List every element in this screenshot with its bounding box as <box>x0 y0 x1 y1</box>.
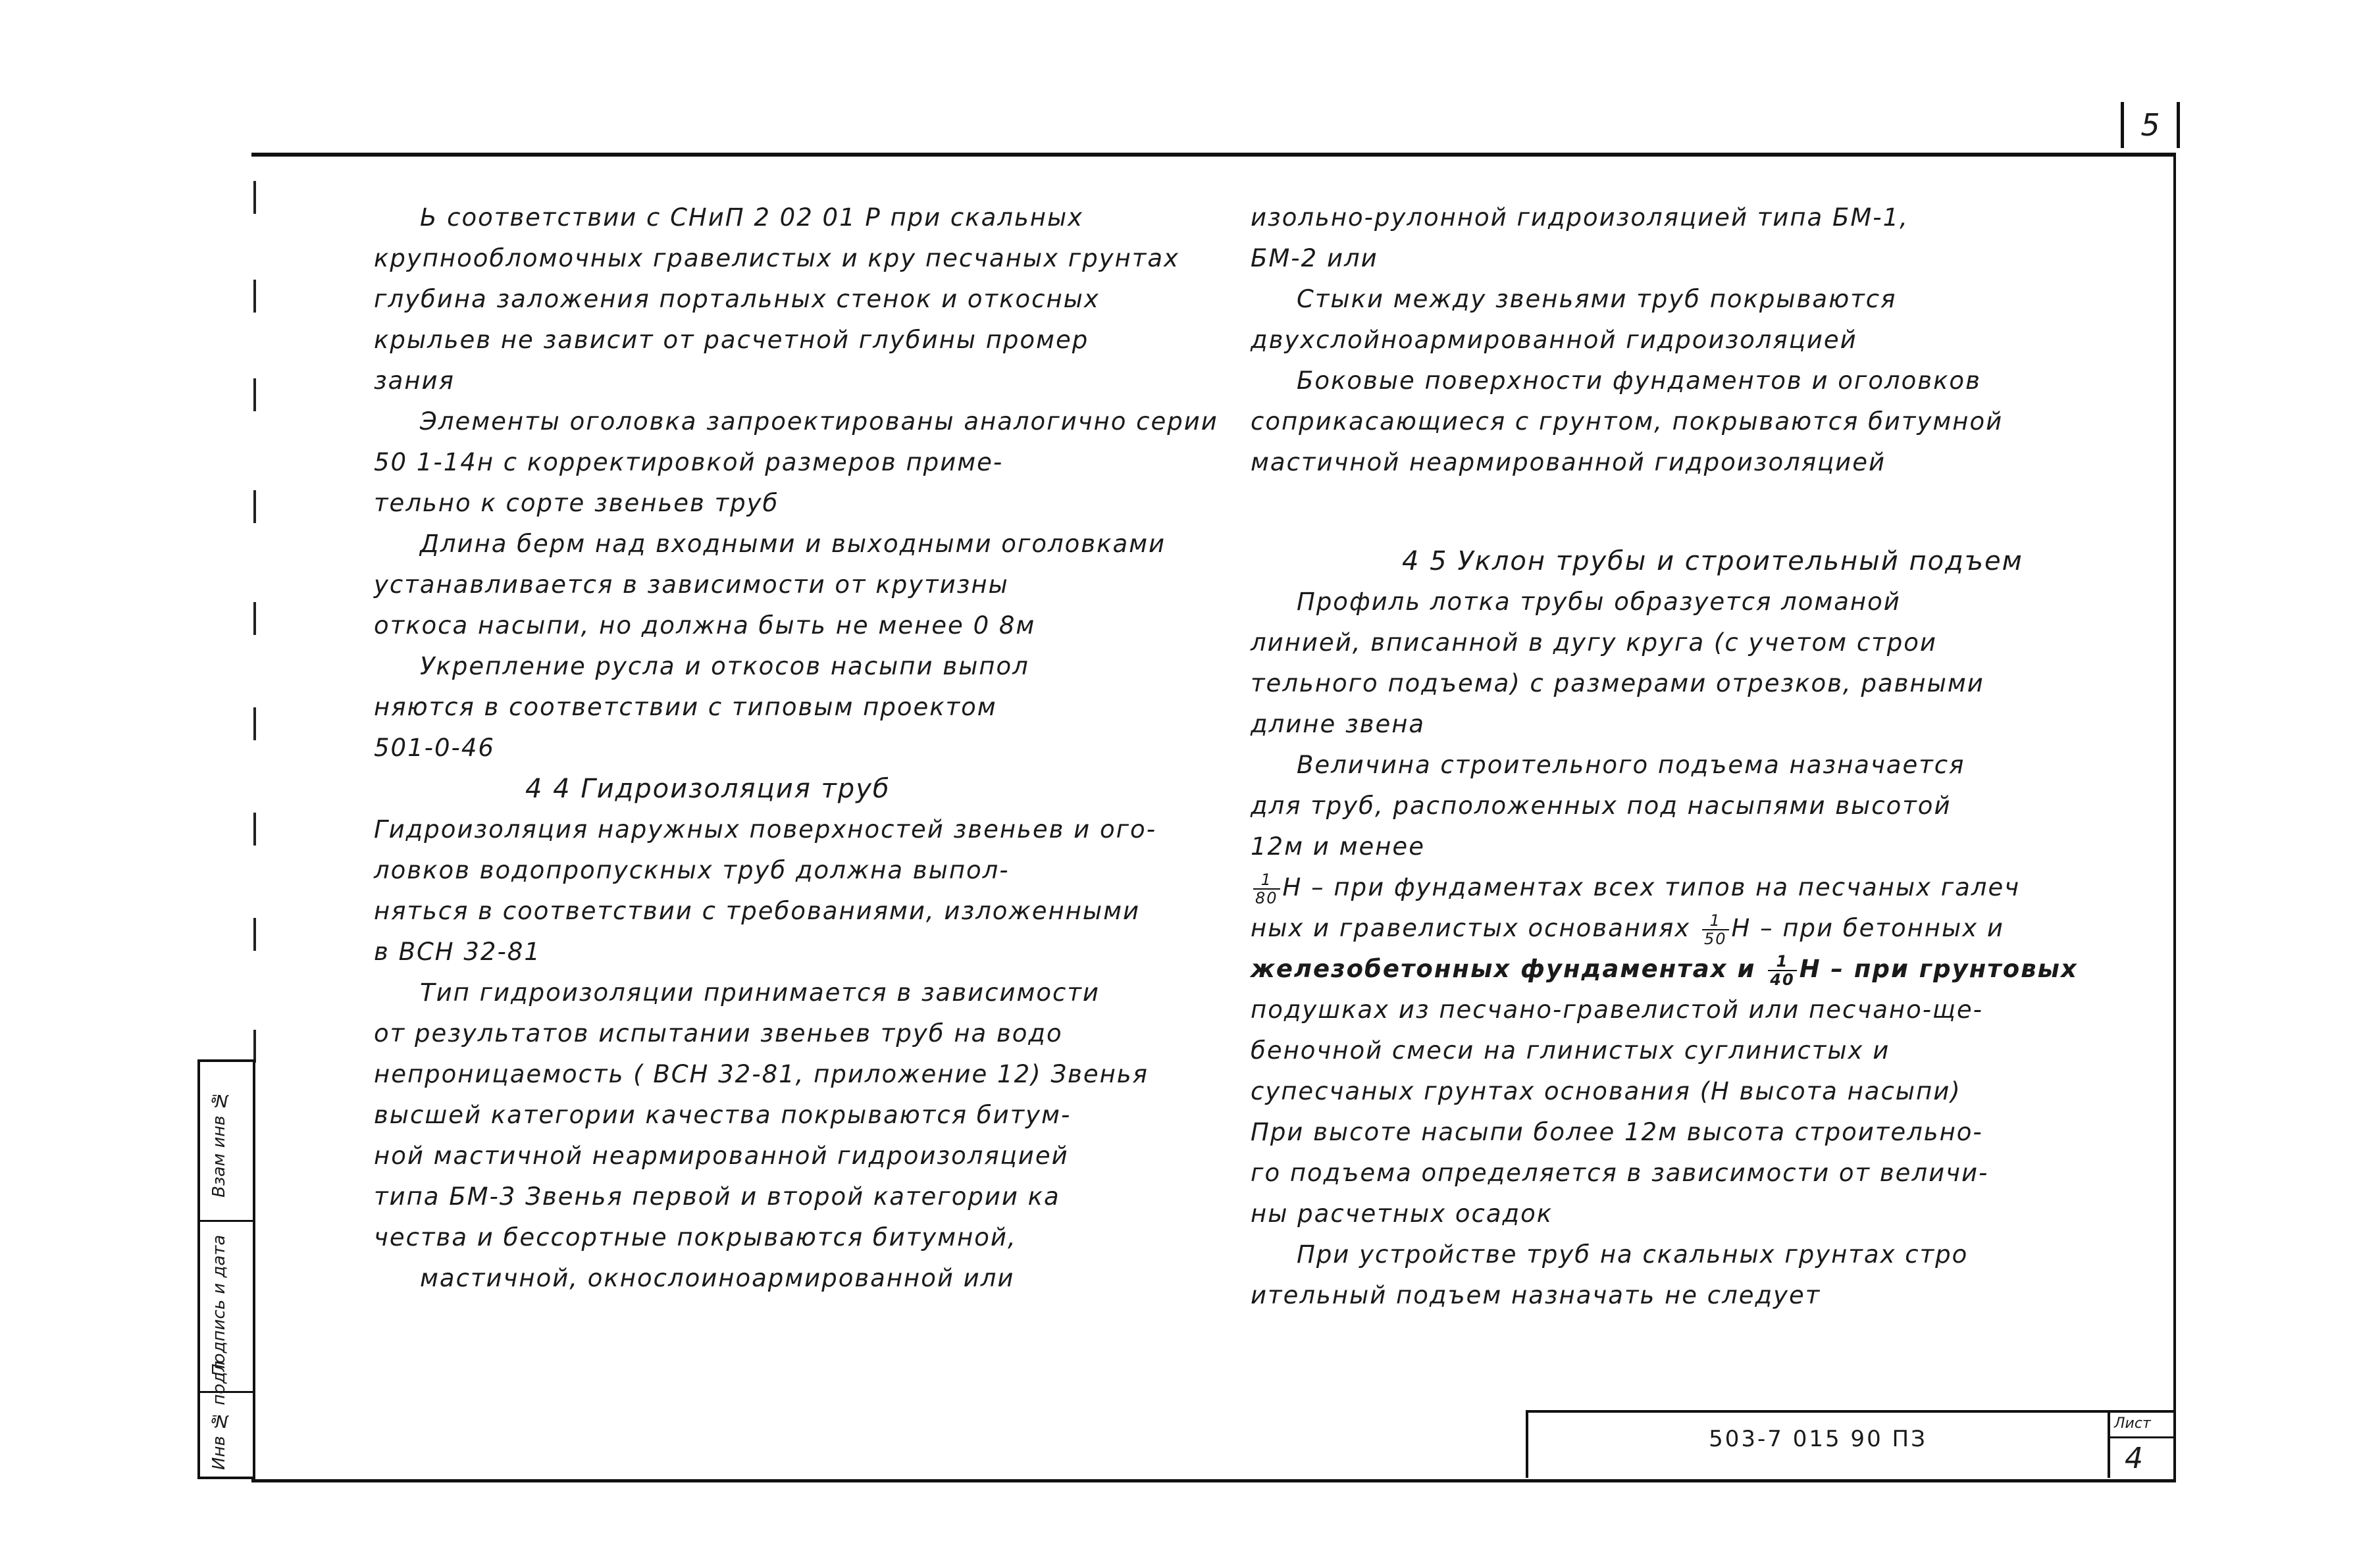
text-line: При высоте насыпи более 12м высота строительно- <box>1251 1118 1983 1146</box>
text-line: для труб, расположенных под насыпями высотой <box>1251 792 1952 820</box>
text-line: Стыки между звеньями труб покрываются <box>1297 285 1897 313</box>
text-line: крупнообломочных гравелистых и кру песчаных грунтах <box>374 244 1179 272</box>
text-line: Боковые поверхности фундаментов и оголовков <box>1297 367 1981 395</box>
text-line: Ь соответствии с СНиП 2 02 01 Р при скальных <box>420 203 1084 232</box>
text-line: длине звена <box>1251 710 1426 738</box>
formula-line-1: $\frac{1}{80}$ Н – при фундаментах всех типов на песчаных галеч <box>1251 867 2060 908</box>
text-line: Элементы оголовка запроектированы аналогично серии <box>420 407 1218 436</box>
formula-line-3: железобетонных фундаментах и $\frac{1}{40}$ Н – при грунтовых <box>1251 951 2078 989</box>
text-line: ны расчетных осадок <box>1251 1200 1553 1228</box>
sheet-page-number: 4 <box>2125 1442 2143 1475</box>
text-line: ной мастичной неармированной гидроизоляцией <box>374 1142 1069 1170</box>
text-line: линией, вписанной в дугу круга (с учетом строи <box>1251 628 1937 657</box>
text-line: ительный подъем назначать не следует <box>1251 1281 1821 1309</box>
text-line: Величина строительного подъема назначается <box>1297 751 1965 779</box>
formula-line-2: ных и гравелистых основаниях $\frac{1}{50}$ Н – при бетонных и <box>1251 911 2004 948</box>
fraction-1-80: $\frac{1}{80}$ <box>1253 871 1280 907</box>
text-line: мастичной, окнослоиноармированной или <box>420 1264 1015 1292</box>
text-line: Длина берм над входными и выходными оголовками <box>420 530 1166 558</box>
text-line: 4 4 Гидроизоляция труб <box>525 774 891 804</box>
text-line: чества и бессортные покрываются битумной, <box>374 1223 1017 1252</box>
text-line: устанавливается в зависимости от крутизны <box>374 570 1009 599</box>
text-line: подушках из песчано-гравелистой или песчано-ще- <box>1251 996 1984 1024</box>
text-line: беночной смеси на глинистых суглинистых и <box>1251 1036 1890 1065</box>
text-line: глубина заложения портальных стенок и откосных <box>374 285 1100 313</box>
text-line: крыльев не зависит от расчетной глубины промер <box>374 326 1089 354</box>
text-line: изольно-рулонной гидроизоляцией типа БМ-1, <box>1251 203 1909 232</box>
text-line: тельно к сорте звеньев труб <box>374 489 779 517</box>
text-line: При устройстве труб на скальных грунтах стро <box>1297 1240 1969 1269</box>
text-line: тельного подъема) с размерами отрезков, равными <box>1251 669 1984 697</box>
text-line: откоса насыпи, но должна быть не менее 0 8м <box>374 611 1036 640</box>
text-line: высшей категории качества покрываются битум- <box>374 1101 1072 1129</box>
left-text-column <box>374 197 1218 1299</box>
text-line: няться в соответствии с требованиями, изложенными <box>374 897 1141 925</box>
text-line: Укрепление русла и откосов насыпи выпол <box>420 652 1029 680</box>
text-line: Профиль лотка трубы образуется ломаной <box>1297 588 1901 616</box>
text-line: соприкасающиеся с грунтом, покрываются битумной <box>1251 407 2004 436</box>
text-line: супесчаных грунтах основания (Н высота насыпи) <box>1251 1077 1961 1105</box>
text-line: от результатов испытании звеньев труб на водо <box>374 1019 1063 1048</box>
replace-inv-label: Взам инв № <box>209 1090 229 1198</box>
text-line: 4 5 Уклон трубы и строительный подъем <box>1402 546 2023 576</box>
text-line: ловков водопропускных труб должна выпол- <box>374 856 1010 884</box>
text-line: зания <box>374 367 455 395</box>
text-line <box>1251 483 2060 541</box>
text-line: мастичной неармированной гидроизоляцией <box>1251 448 1886 476</box>
text-line: типа БМ-3 Звенья первой и второй категории ка <box>374 1182 1060 1211</box>
fraction-1-40: $\frac{1}{40}$ <box>1768 953 1796 988</box>
document-code: 503-7 015 90 ПЗ <box>1709 1426 1927 1452</box>
text-line: го подъема определяется в зависимости от величи- <box>1251 1159 1989 1187</box>
text-line: Тип гидроизоляции принимается в зависимости <box>420 978 1100 1007</box>
text-line: 50 1-14н с корректировкой размеров приме- <box>374 448 1004 476</box>
text-line: Гидроизоляция наружных поверхностей звеньев и ого- <box>374 815 1157 844</box>
sheet-number-box <box>2121 102 2180 148</box>
right-text-column <box>1251 197 2078 1316</box>
text-line: 501-0-46 <box>374 734 495 762</box>
text-line: 12м и менее <box>1251 832 1425 861</box>
text-line: непроницаемость ( ВСН 32-81, приложение 12) Звенья <box>374 1060 1149 1088</box>
side-stamp <box>197 1059 255 1479</box>
text-line: двухслойноармированной гидроизоляцией <box>1251 326 1857 354</box>
sheet-label: Лист <box>2114 1415 2151 1432</box>
sheet-number: 5 <box>2140 107 2160 143</box>
signature-date-label: Подпись и дата <box>209 1234 229 1377</box>
text-line: няются в соответствии с типовым проектом <box>374 693 997 721</box>
text-line: в ВСН 32-81 <box>374 938 541 966</box>
fraction-1-50: $\frac{1}{50}$ <box>1702 912 1729 948</box>
text-line: БМ-2 или <box>1251 244 1378 272</box>
title-block <box>1526 1410 2176 1478</box>
inventory-number-label: Инв № подл <box>209 1361 229 1470</box>
